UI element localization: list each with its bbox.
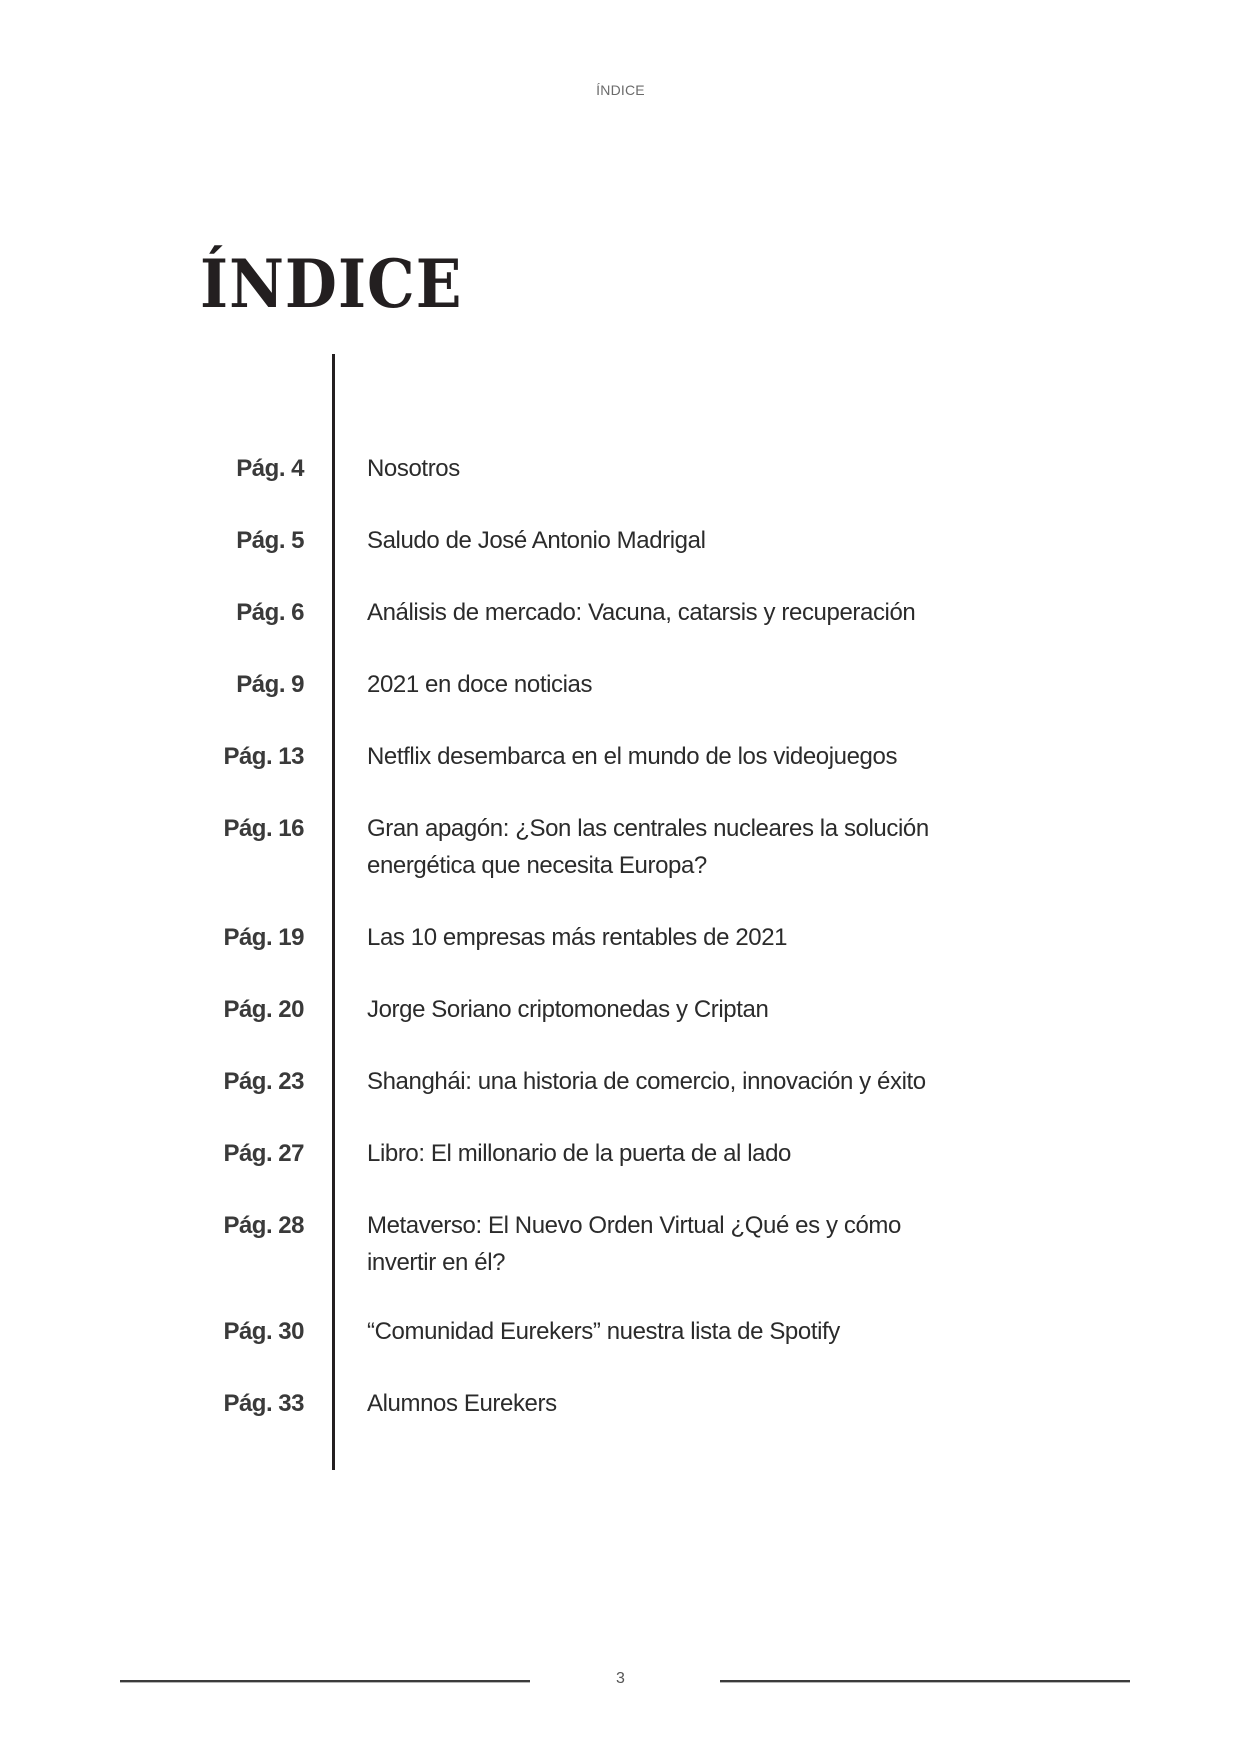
toc-entry-title: Las 10 empresas más rentables de 2021 <box>367 924 788 951</box>
toc-vertical-divider <box>332 354 335 1470</box>
toc-entry-title: “Comunidad Eurekers” nuestra lista de Spotify <box>367 1318 840 1345</box>
toc-entry-title: Saludo de José Antonio Madrigal <box>367 527 706 554</box>
toc-page-number: Pág. 33 <box>223 1390 304 1417</box>
toc-entry-title: Jorge Soriano criptomonedas y Criptan <box>367 996 769 1023</box>
toc-entry-title: Libro: El millonario de la puerta de al lado <box>367 1140 791 1167</box>
page-title: ÍNDICE <box>200 246 463 324</box>
toc-page-number: Pág. 16 <box>223 815 304 842</box>
toc-page-number: Pág. 27 <box>223 1140 304 1167</box>
running-header: ÍNDICE <box>596 82 645 98</box>
page-number: 3 <box>616 1670 625 1687</box>
toc-page-number: Pág. 20 <box>223 996 304 1023</box>
toc-page-number: Pág. 19 <box>223 924 304 951</box>
toc-entry-title: Alumnos Eurekers <box>367 1390 557 1417</box>
toc-entry-title: Gran apagón: ¿Son las centrales nucleares la solución energética que necesita Europa? <box>367 815 929 879</box>
toc-entry-title: Nosotros <box>367 455 460 482</box>
toc-page-number: Pág. 5 <box>236 527 304 554</box>
toc-page-number: Pág. 28 <box>223 1212 304 1239</box>
toc-entry-title: Netflix desembarca en el mundo de los videojuegos <box>367 743 898 770</box>
toc-page-number: Pág. 9 <box>236 671 304 698</box>
toc-entry-title: Análisis de mercado: Vacuna, catarsis y recuperación <box>367 599 916 626</box>
toc-page-number: Pág. 6 <box>236 599 304 626</box>
toc-entry-title: Shanghái: una historia de comercio, innovación y éxito <box>367 1068 926 1095</box>
toc-page-number: Pág. 23 <box>223 1068 304 1095</box>
toc-page-number: Pág. 13 <box>223 743 304 770</box>
footer-rule-right <box>720 1680 1130 1683</box>
toc-entry-title: 2021 en doce noticias <box>367 671 593 698</box>
toc-entry-title: Metaverso: El Nuevo Orden Virtual ¿Qué es y cómo invertir en él? <box>367 1212 901 1276</box>
toc-page-number: Pág. 4 <box>236 455 304 482</box>
toc-page-number: Pág. 30 <box>223 1318 304 1345</box>
